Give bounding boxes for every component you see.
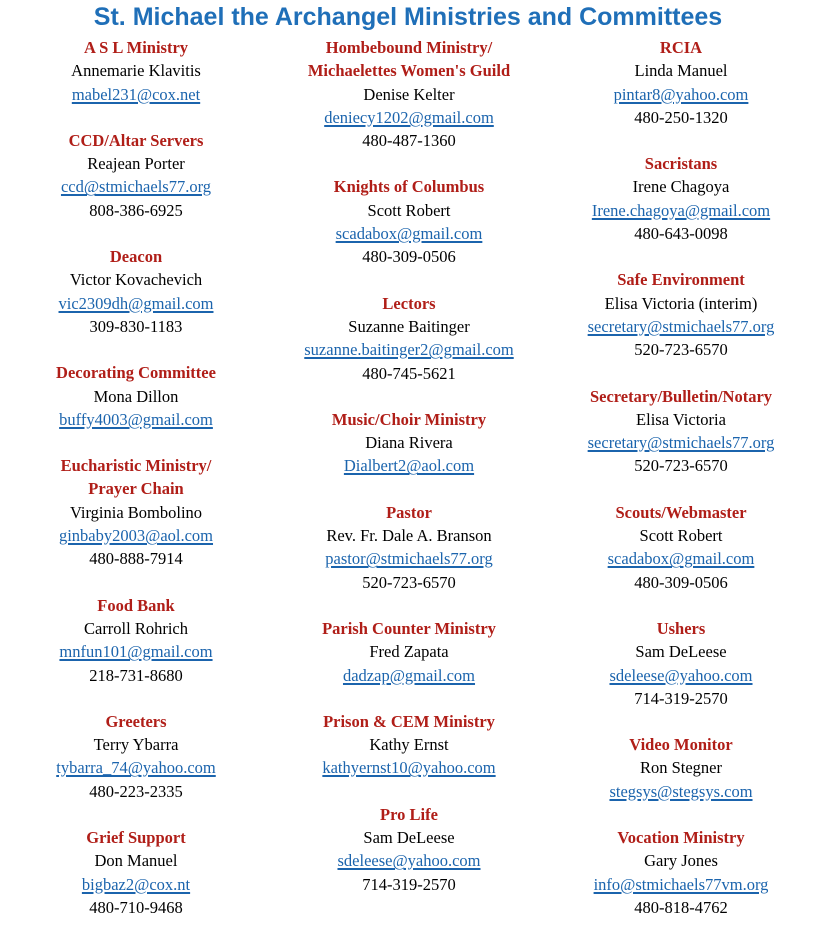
ministry-column-2 <box>272 36 546 919</box>
ministry-heading: Safe Environment <box>617 270 745 290</box>
contact-name: Mona Dillon <box>93 386 179 406</box>
contact-name: Suzanne Baitinger <box>348 316 470 336</box>
page-title: St. Michael the Archangel Ministries and Committees <box>93 3 723 31</box>
contact-email-line <box>272 454 546 477</box>
contact-email-link[interactable]: suzanne.baitinger2@gmail.com <box>304 340 514 360</box>
contact-phone: 309-830-1183 <box>89 316 183 336</box>
contact-name: Fred Zapata <box>369 642 449 662</box>
contact-email-line <box>0 83 272 106</box>
ministry-entry <box>546 501 816 594</box>
ministry-heading: Lectors <box>382 293 436 313</box>
ministry-entry <box>0 826 272 919</box>
ministry-entry <box>272 501 546 594</box>
contact-phone: 480-223-2335 <box>89 781 183 801</box>
contact-email-link[interactable]: Dialbert2@aol.com <box>343 456 475 476</box>
contact-phone: 480-643-0098 <box>634 224 728 244</box>
contact-name: Victor Kovachevich <box>69 270 203 290</box>
ministry-entry <box>546 826 816 919</box>
ministry-column-3 <box>546 36 816 942</box>
ministry-entry <box>272 803 546 896</box>
ministry-heading: Ushers <box>656 618 706 638</box>
contact-phone: 808-386-6925 <box>89 200 183 220</box>
ministry-heading: Vocation Ministry <box>617 828 745 848</box>
ministry-entry <box>0 129 272 222</box>
contact-email-link[interactable]: secretary@stmichaels77.org <box>587 316 775 336</box>
contact-email-link[interactable]: bigbaz2@cox.nt <box>81 874 191 894</box>
ministry-entry <box>0 245 272 338</box>
contact-email-link[interactable]: dadzap@gmail.com <box>342 665 476 685</box>
contact-phone: 714-319-2570 <box>362 874 456 894</box>
ministry-entry <box>546 617 816 710</box>
contact-name: Denise Kelter <box>363 84 455 104</box>
contact-email-line <box>272 756 546 779</box>
contact-phone: 480-487-1360 <box>362 131 456 151</box>
contact-email-line <box>0 408 272 431</box>
contact-email-line <box>272 664 546 687</box>
contact-email-link[interactable]: Irene.chagoya@gmail.com <box>591 200 771 220</box>
contact-email-line <box>546 873 816 896</box>
contact-name: Gary Jones <box>644 851 718 871</box>
ministry-heading: Eucharistic Ministry/ <box>60 456 212 476</box>
contact-email-link[interactable]: deniecy1202@gmail.com <box>324 107 494 127</box>
contact-name: Diana Rivera <box>365 433 453 453</box>
ministry-heading: Scouts/Webmaster <box>615 502 747 522</box>
contact-email-link[interactable]: stegsys@stegsys.com <box>609 781 753 801</box>
contact-email-link[interactable]: mnfun101@gmail.com <box>59 642 213 662</box>
contact-email-line <box>546 83 816 106</box>
contact-email-link[interactable]: vic2309dh@gmail.com <box>58 293 214 313</box>
ministry-heading: A S L Ministry <box>83 38 189 57</box>
contact-email-link[interactable]: sdeleese@yahoo.com <box>337 851 481 871</box>
ministry-entry <box>546 268 816 361</box>
contact-email-link[interactable]: ginbaby2003@aol.com <box>58 526 214 546</box>
ministry-column-1 <box>0 36 272 942</box>
ministry-heading: Music/Choir Ministry <box>331 409 487 429</box>
contact-name: Carroll Rohrich <box>83 618 189 638</box>
ministry-heading: Hombebound Ministry/ <box>325 38 493 57</box>
ministry-entry <box>272 408 546 478</box>
ministry-entry <box>272 292 546 385</box>
ministry-heading: Grief Support <box>86 828 186 848</box>
contact-email-link[interactable]: pintar8@yahoo.com <box>613 84 749 104</box>
contact-email-link[interactable]: tybarra_74@yahoo.com <box>56 758 216 778</box>
contact-phone: 480-888-7914 <box>89 549 183 569</box>
contact-email-line <box>546 199 816 222</box>
contact-phone: 520-723-6570 <box>634 456 728 476</box>
contact-name: Sam DeLeese <box>363 828 455 848</box>
contact-phone: 480-745-5621 <box>362 363 456 383</box>
contact-phone: 520-723-6570 <box>362 572 456 592</box>
contact-phone: 520-723-6570 <box>634 340 728 360</box>
contact-phone: 480-309-0506 <box>362 247 456 267</box>
contact-email-line <box>272 106 546 129</box>
contact-email-link[interactable]: info@stmichaels77vm.org <box>593 874 769 894</box>
contact-name: Don Manuel <box>94 851 178 871</box>
ministry-entry <box>272 36 546 152</box>
contact-name: Elisa Victoria (interim) <box>604 293 758 313</box>
ministry-entry <box>0 36 272 106</box>
contact-email-link[interactable]: buffy4003@gmail.com <box>59 409 213 429</box>
ministry-heading: Food Bank <box>97 595 175 615</box>
contact-email-link[interactable]: sdeleese@yahoo.com <box>609 665 753 685</box>
ministry-heading: Prayer Chain <box>88 479 184 499</box>
contact-name: Scott Robert <box>367 200 451 220</box>
ministry-heading: Prison & CEM Ministry <box>323 711 495 731</box>
contact-name: Elisa Victoria <box>636 409 726 429</box>
contact-name: Reajean Porter <box>87 154 185 174</box>
ministry-entry <box>272 617 546 687</box>
contact-email-line <box>546 431 816 454</box>
ministry-entry <box>0 454 272 570</box>
contact-name: Irene Chagoya <box>632 177 730 197</box>
contact-email-line <box>272 338 546 361</box>
ministry-heading: Michaelettes Women's Guild <box>307 61 511 81</box>
contact-email-line <box>546 780 816 803</box>
ministry-entry <box>272 175 546 268</box>
contact-email-line <box>0 524 272 547</box>
contact-name: Linda Manuel <box>634 61 728 81</box>
ministry-entry <box>0 361 272 431</box>
contact-name: Rev. Fr. Dale A. Branson <box>326 526 492 546</box>
contact-email-link[interactable]: secretary@stmichaels77.org <box>587 433 775 453</box>
contact-name: Annemarie Klavitis <box>71 61 201 81</box>
contact-email-line <box>0 175 272 198</box>
ministry-entry <box>0 594 272 687</box>
ministry-heading: Decorating Committee <box>56 363 216 383</box>
contact-email-link[interactable]: pastor@stmichaels77.org <box>325 549 493 569</box>
contact-email-line <box>546 315 816 338</box>
contact-email-line <box>272 222 546 245</box>
ministry-heading: Deacon <box>109 247 163 267</box>
ministry-heading: CCD/Altar Servers <box>68 130 204 150</box>
contact-name: Kathy Ernst <box>369 735 449 755</box>
contact-email-line <box>0 756 272 779</box>
contact-email-line <box>272 849 546 872</box>
ministry-heading: Secretary/Bulletin/Notary <box>589 386 773 406</box>
ministry-entry <box>546 385 816 478</box>
ministry-heading: Parish Counter Ministry <box>322 618 496 638</box>
contact-name: Scott Robert <box>639 526 723 546</box>
contact-email-line <box>272 547 546 570</box>
contact-name: Virginia Bombolino <box>69 502 203 522</box>
contact-phone: 480-710-9468 <box>89 897 183 917</box>
ministry-entry <box>546 152 816 245</box>
ministry-heading: Pro Life <box>380 804 438 824</box>
contact-email-line <box>0 873 272 896</box>
contact-email-line <box>546 664 816 687</box>
contact-phone: 480-309-0506 <box>634 572 728 592</box>
contact-name: Ron Stegner <box>639 758 723 778</box>
ministry-heading: Sacristans <box>644 154 718 174</box>
contact-email-line <box>0 292 272 315</box>
ministry-heading: RCIA <box>659 38 703 57</box>
contact-name: Terry Ybarra <box>93 735 179 755</box>
contact-email-link[interactable]: ccd@stmichaels77.org <box>60 177 212 197</box>
contact-email-link[interactable]: mabel231@cox.net <box>71 84 201 104</box>
ministry-heading: Pastor <box>386 502 432 522</box>
contact-email-link[interactable]: scadabox@gmail.com <box>607 549 755 569</box>
ministry-heading: Knights of Columbus <box>333 177 485 197</box>
ministry-entry <box>546 36 816 129</box>
ministry-heading: Greeters <box>105 711 167 731</box>
contact-email-link[interactable]: scadabox@gmail.com <box>335 224 483 244</box>
contact-email-link[interactable]: kathyernst10@yahoo.com <box>322 758 496 778</box>
contact-phone: 714-319-2570 <box>634 688 728 708</box>
contact-name: Sam DeLeese <box>635 642 727 662</box>
contact-phone: 218-731-8680 <box>89 665 183 685</box>
ministry-entry <box>0 710 272 803</box>
contact-phone: 480-250-1320 <box>634 107 728 127</box>
contact-phone: 480-818-4762 <box>634 897 728 917</box>
ministry-heading: Video Monitor <box>629 735 733 755</box>
contact-email-line <box>0 640 272 663</box>
ministry-entry <box>546 733 816 803</box>
contact-email-line <box>546 547 816 570</box>
ministry-entry <box>272 710 546 780</box>
